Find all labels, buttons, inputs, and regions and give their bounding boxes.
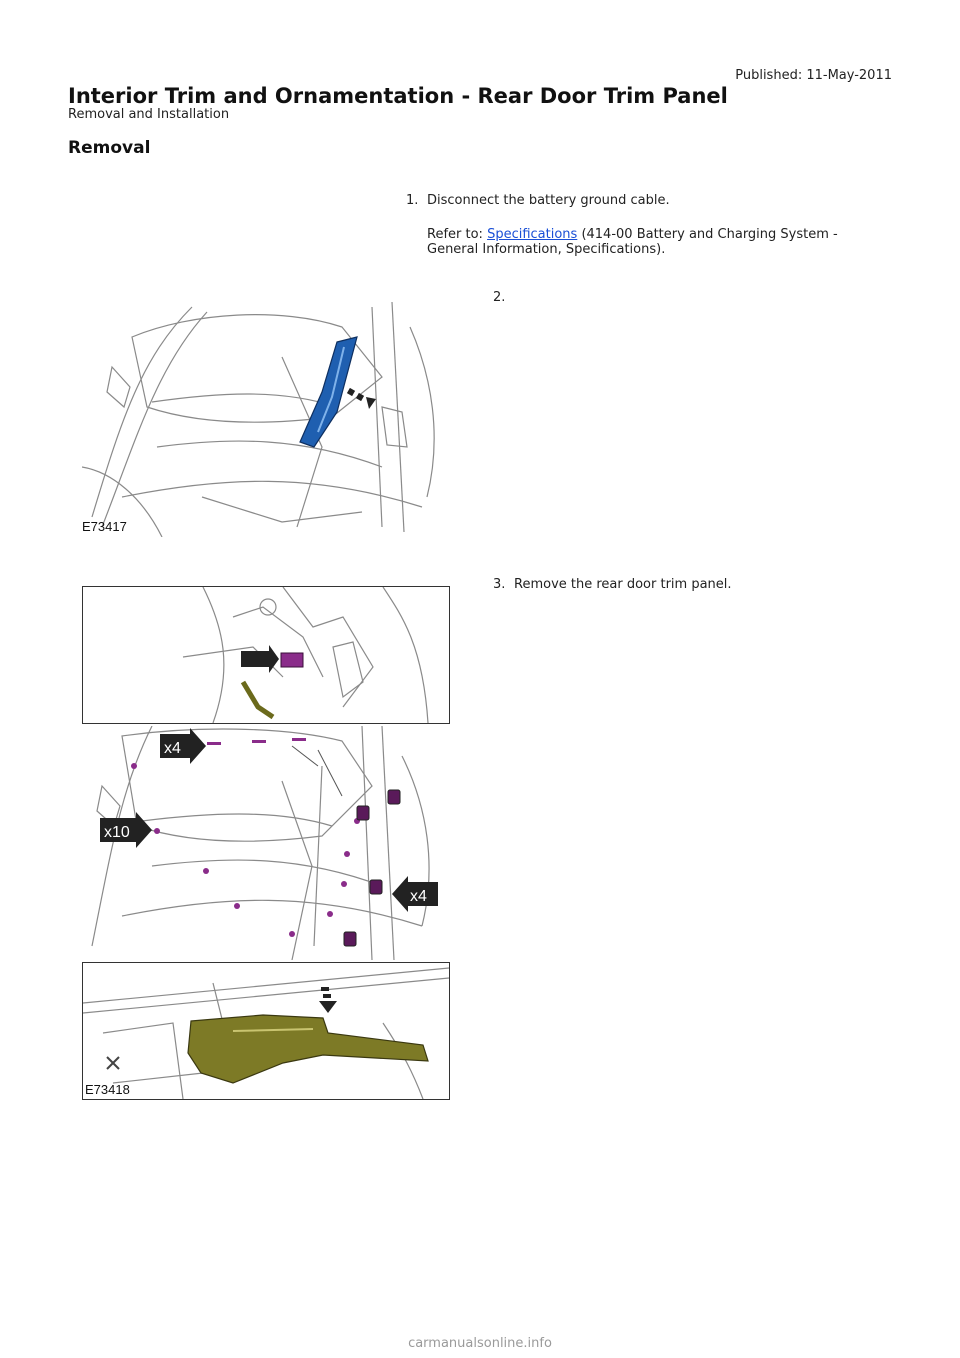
step-2-number: 2. bbox=[493, 290, 506, 305]
figure-code-e73417: E73417 bbox=[82, 519, 127, 534]
step-1-text: Disconnect the battery ground cable. bbox=[427, 193, 670, 208]
specifications-link[interactable]: Specifications bbox=[487, 227, 578, 242]
refer-suffix: (414-00 Battery and Charging System - bbox=[577, 227, 838, 242]
cross-icon bbox=[107, 1057, 119, 1069]
figure-code-e73418: E73418 bbox=[85, 1082, 130, 1097]
step-1-number: 1. bbox=[406, 193, 419, 208]
svg-text:x4: x4 bbox=[164, 740, 181, 757]
callout-x10 bbox=[100, 812, 152, 848]
step-3-number: 3. bbox=[493, 577, 506, 592]
refer-suffix-2: General Information, Specifications). bbox=[427, 242, 666, 257]
figure-e73417 bbox=[82, 297, 450, 537]
arrow-down-icon bbox=[319, 987, 337, 1013]
figure-e73418-top-inset bbox=[82, 586, 450, 724]
actuator-olive bbox=[188, 1015, 428, 1083]
svg-text:x4: x4 bbox=[410, 888, 427, 905]
step-1-refer bbox=[427, 227, 838, 257]
step-3-text: Remove the rear door trim panel. bbox=[514, 577, 732, 592]
callout-x4-top bbox=[160, 728, 206, 764]
refer-prefix: Refer to: bbox=[427, 227, 488, 242]
page-subtitle: Removal and Installation bbox=[68, 107, 230, 122]
svg-text:x10: x10 bbox=[104, 824, 130, 841]
callout-x4-right bbox=[392, 876, 438, 912]
footer-watermark: carmanualsonline.info bbox=[408, 1336, 552, 1351]
connector-purple bbox=[281, 653, 303, 667]
section-heading: Removal bbox=[68, 138, 151, 158]
arrow-right-icon bbox=[241, 645, 279, 673]
figure-e73418-middle bbox=[82, 726, 448, 960]
published-date: Published: 11-May-2011 bbox=[735, 68, 892, 83]
figure-e73418-bottom-inset bbox=[82, 962, 450, 1100]
page-title: Interior Trim and Ornamentation - Rear Door Trim Panel bbox=[68, 84, 728, 108]
